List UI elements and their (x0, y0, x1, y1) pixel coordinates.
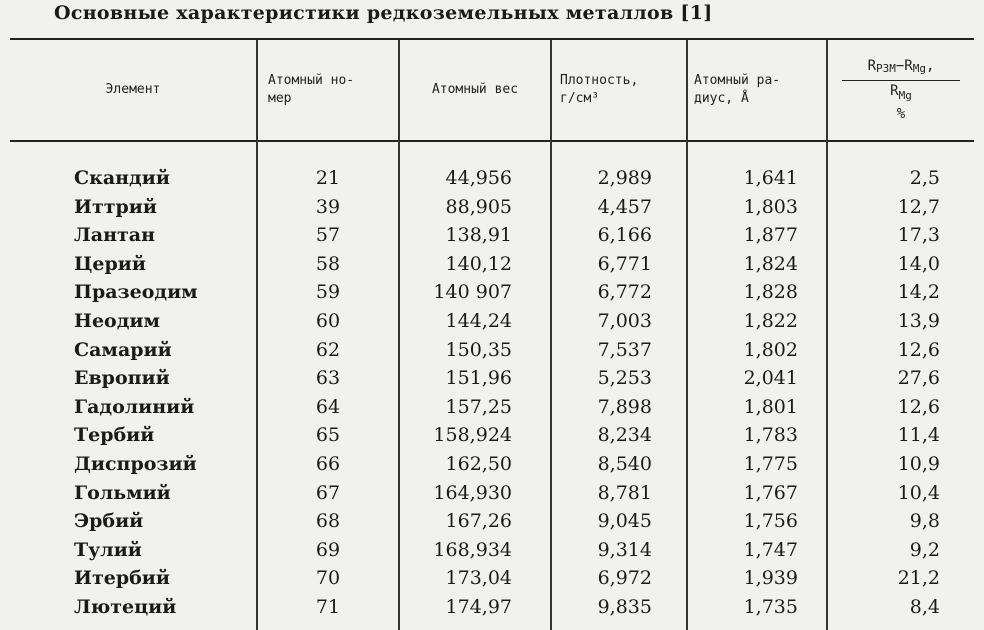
cell-element-name: Тербий (74, 424, 155, 447)
cell-element-name: Иттрий (74, 195, 157, 218)
header-atomic-weight (400, 40, 550, 140)
cell-radius-difference: 2,5 (909, 167, 940, 189)
cell-radius-difference: 14,0 (897, 252, 940, 275)
cell-atomic-radius: 1,877 (743, 224, 798, 247)
cell-atomic-weight: 164,930 (433, 481, 512, 504)
cell-density: 6,772 (597, 281, 652, 304)
cell-density: 7,898 (597, 395, 652, 418)
cell-radius-difference: 12,6 (897, 395, 940, 418)
cell-density: 8,234 (597, 424, 652, 447)
cell-atomic-number: 62 (315, 338, 341, 361)
cell-atomic-radius: 1,783 (743, 424, 798, 447)
cell-radius-difference: 12,6 (897, 338, 940, 361)
cell-radius-difference: 13,9 (897, 309, 940, 332)
table-title: Основные характеристики редкоземельных металлов [1] (54, 2, 713, 24)
cell-atomic-weight: 162,50 (445, 452, 512, 475)
cell-atomic-radius: 1,641 (743, 167, 798, 189)
header-atomic-number-line2: мер (268, 91, 292, 106)
cell-density: 9,314 (597, 538, 652, 561)
cell-radius-difference: 27,6 (897, 367, 940, 390)
cell-atomic-radius: 1,828 (743, 281, 798, 304)
cell-atomic-number: 71 (315, 595, 341, 618)
cell-atomic-weight: 167,26 (445, 510, 512, 533)
table-row (10, 450, 974, 479)
header-radius-line2: диус, Å (694, 91, 749, 106)
cell-density: 8,781 (597, 481, 652, 504)
cell-radius-difference: 9,8 (909, 510, 940, 533)
cell-element-name: Празеодим (74, 281, 198, 304)
cell-atomic-weight: 44,956 (445, 167, 512, 189)
cell-atomic-radius: 1,802 (743, 338, 798, 361)
numerator-minus-r: −R (895, 57, 913, 74)
cell-element-name: Тулий (74, 538, 142, 561)
cell-atomic-radius: 2,041 (743, 367, 798, 390)
cell-atomic-radius: 1,735 (743, 595, 798, 618)
cell-atomic-weight: 173,04 (445, 567, 512, 590)
cell-element-name: Гольмий (74, 481, 171, 504)
table-row (10, 507, 974, 536)
cell-atomic-weight: 150,35 (445, 338, 512, 361)
cell-atomic-radius: 1,803 (743, 195, 798, 218)
cell-atomic-number: 58 (315, 252, 341, 275)
table-body (10, 164, 974, 622)
table-row (10, 564, 974, 593)
table-row (10, 278, 974, 307)
cell-atomic-weight: 168,934 (433, 538, 512, 561)
cell-density: 8,540 (597, 452, 652, 475)
cell-atomic-weight: 140,12 (445, 252, 512, 275)
cell-atomic-radius: 1,747 (743, 538, 798, 561)
header-element (10, 40, 256, 140)
header-atomic-radius (688, 40, 832, 140)
header-radius-difference (828, 40, 974, 140)
cell-radius-difference: 14,2 (897, 281, 940, 304)
cell-atomic-weight: 138,91 (445, 224, 512, 247)
cell-density: 6,771 (597, 252, 652, 275)
cell-element-name: Гадолиний (74, 395, 195, 418)
numerator-sub-rzm: РЗМ (876, 61, 896, 75)
cell-atomic-radius: 1,767 (743, 481, 798, 504)
cell-radius-difference: 21,2 (897, 567, 940, 590)
header-density-line1: Плотность, (560, 73, 639, 88)
cell-density: 6,972 (597, 567, 652, 590)
fraction-denominator (890, 82, 912, 105)
table-row (10, 593, 974, 622)
cell-element-name: Лантан (74, 224, 156, 247)
cell-element-name: Диспрозий (74, 452, 197, 475)
cell-atomic-radius: 1,822 (743, 309, 798, 332)
header-density (552, 40, 694, 140)
cell-element-name: Церий (74, 252, 146, 275)
cell-atomic-radius: 1,801 (743, 395, 798, 418)
table-row (10, 164, 974, 193)
cell-radius-difference: 10,4 (897, 481, 940, 504)
header-element-label: Элемент (105, 82, 161, 97)
table-row (10, 250, 974, 279)
table-row (10, 421, 974, 450)
cell-atomic-weight: 88,905 (445, 195, 512, 218)
cell-atomic-radius: 1,756 (743, 510, 798, 533)
cell-atomic-number: 59 (315, 281, 341, 304)
fraction-bar (842, 80, 960, 82)
cell-radius-difference: 17,3 (897, 224, 940, 247)
cell-atomic-weight: 157,25 (445, 395, 512, 418)
cell-atomic-number: 68 (315, 510, 341, 533)
cell-element-name: Самарий (74, 338, 172, 361)
cell-radius-difference: 11,4 (897, 424, 940, 447)
cell-element-name: Неодим (74, 309, 160, 332)
table-row (10, 221, 974, 250)
cell-radius-difference: 9,2 (909, 538, 940, 561)
cell-element-name: Эрбий (74, 510, 144, 533)
cell-atomic-number: 65 (315, 424, 341, 447)
numerator-comma: , (925, 57, 935, 74)
cell-density: 7,003 (597, 309, 652, 332)
percent-sign: % (896, 106, 906, 123)
cell-atomic-number: 69 (315, 538, 341, 561)
cell-atomic-weight: 144,24 (445, 309, 512, 332)
table-row (10, 307, 974, 336)
header-radius-line1: Атомный ра- (694, 73, 781, 88)
cell-element-name: Итербий (74, 567, 170, 590)
header-density-line2: г/см³ (560, 91, 600, 106)
cell-atomic-number: 63 (315, 367, 341, 390)
cell-atomic-number: 70 (315, 567, 341, 590)
cell-atomic-number: 67 (315, 481, 341, 504)
cell-atomic-number: 21 (315, 167, 341, 189)
cell-radius-difference: 12,7 (897, 195, 940, 218)
table-row (10, 364, 974, 393)
header-atomic-number-line1: Атомный но- (268, 73, 355, 88)
cell-atomic-number: 60 (315, 309, 341, 332)
cell-atomic-weight: 174,97 (445, 595, 512, 618)
cell-density: 7,537 (597, 338, 652, 361)
cell-radius-difference: 8,4 (909, 595, 940, 618)
table-row (10, 536, 974, 565)
numerator-r: R (867, 57, 876, 74)
cell-atomic-number: 66 (315, 452, 341, 475)
rare-earth-table (10, 38, 974, 628)
cell-atomic-radius: 1,824 (743, 252, 798, 275)
cell-atomic-radius: 1,939 (743, 567, 798, 590)
header-atomic-number (258, 40, 408, 140)
cell-density: 9,835 (597, 595, 652, 618)
cell-atomic-weight: 140 907 (433, 281, 512, 304)
cell-element-name: Скандий (74, 167, 170, 189)
cell-density: 6,166 (597, 224, 652, 247)
cell-radius-difference: 10,9 (897, 452, 940, 475)
cell-atomic-weight: 151,96 (445, 367, 512, 390)
cell-atomic-number: 57 (315, 224, 341, 247)
cell-atomic-number: 64 (315, 395, 341, 418)
header-rule (10, 140, 974, 142)
cell-atomic-weight: 158,924 (433, 424, 512, 447)
cell-density: 2,989 (597, 167, 652, 189)
denominator-r: R (890, 83, 899, 100)
cell-element-name: Лютеций (74, 595, 177, 618)
fraction-numerator (868, 57, 935, 78)
table-row (10, 479, 974, 508)
cell-density: 5,253 (597, 367, 652, 390)
denominator-sub-mg: Mg (898, 89, 912, 103)
cell-atomic-radius: 1,775 (743, 452, 798, 475)
numerator-sub-mg: Mg (912, 61, 926, 75)
table-row (10, 336, 974, 365)
header-atomic-weight-label: Атомный вес (431, 82, 519, 97)
cell-density: 9,045 (597, 510, 652, 533)
cell-atomic-number: 39 (315, 195, 341, 218)
table-row (10, 393, 974, 422)
table-row (10, 193, 974, 222)
cell-density: 4,457 (597, 195, 652, 218)
cell-element-name: Европий (74, 367, 170, 390)
